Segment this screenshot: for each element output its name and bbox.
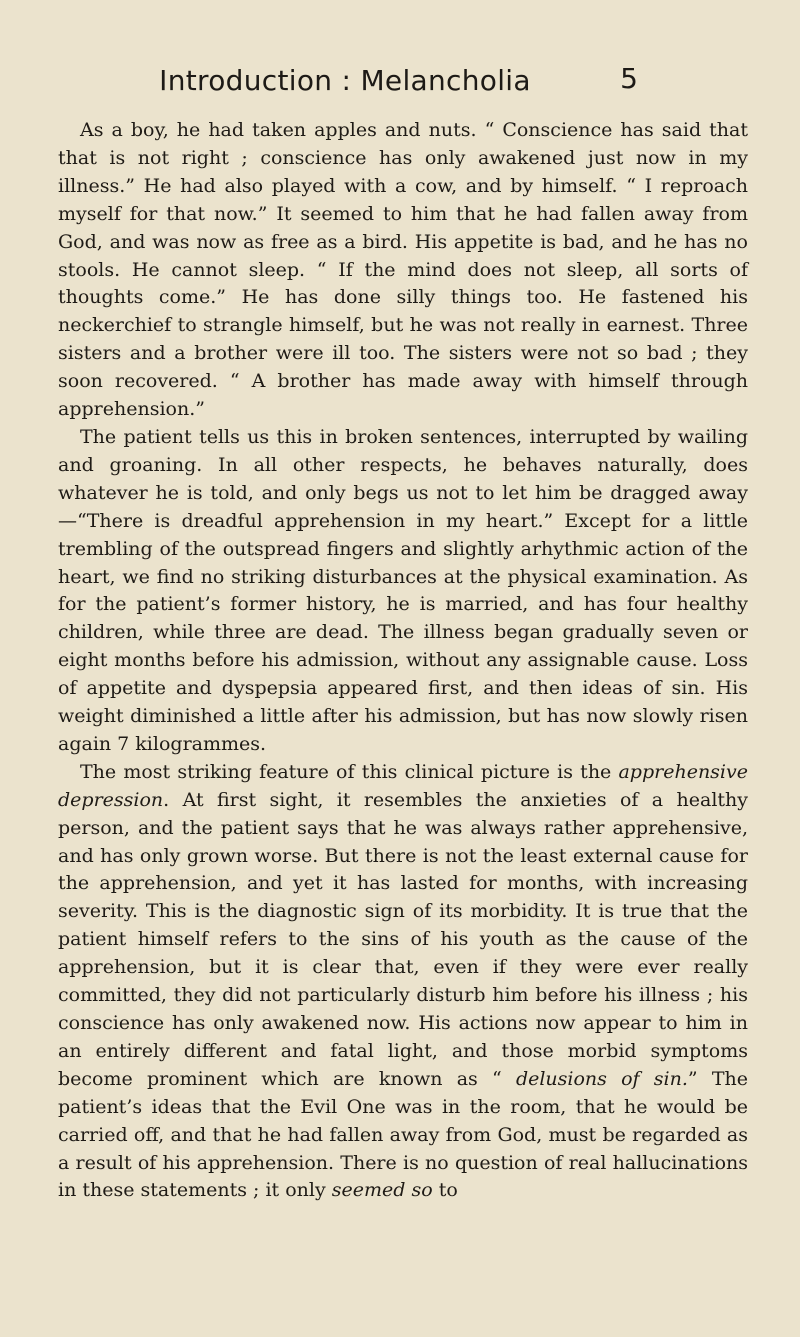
page-header xyxy=(80,60,610,100)
italic-seemed-so: seemed so xyxy=(331,1179,433,1202)
paragraph-3-text-d: to xyxy=(432,1179,458,1202)
paragraph-3-text-a: The most striking feature of this clinical picture is the xyxy=(80,760,619,783)
paragraph-3-text-b: . At first sight, it resembles the anxieties of a healthy person, and the patient says that he was always rather apprehensive, and has only grown worse. But there is not the least external cause for the apprehension, and yet it has lasted for months, with increasing severity. This is the diagnostic sign of its morbidity. It is true that the patient himself refers to the sins of his youth as the cause of the apprehension, but it is clear that, even if they were ever really committed, they did not particularly disturb him before his illness ; his conscience has only awakened now. His actions now appear to him in an entirely different and fatal light, and those morbid symptoms become prominent which are known as “ xyxy=(58,788,748,1090)
paragraph-2: The patient tells us this in broken sentences, interrupted by wailing and groaning. In all other respects, he behaves naturally, does whatever he is told, and only begs us not to let him be dragged away—“There is dreadful apprehension in my heart.” Except for a little trembling of the outspread fingers and slightly arhythmic action of the heart, we find no striking disturbances at the physical examination. As for the patient’s former history, he is married, and has four healthy children, while three are dead. The illness began gradually seven or eight months before his admission, without any assignable cause. Loss of appetite and dyspepsia appeared first, and then ideas of sin. His weight diminished a little after his admission, but has now slowly risen again 7 kilogrammes. xyxy=(58,425,748,755)
paragraph-3-text-c: ” The patient’s ideas that the Evil One was in the room, that he would be carried off, and that he had fallen away from God, must be regarded as a result of his apprehension. There is no question of real hallucinations in these statements ; it only xyxy=(58,1067,748,1202)
paragraph-3 xyxy=(58,759,748,1206)
running-head: Introduction : Melancholia xyxy=(159,63,531,97)
page-number: 5 xyxy=(620,62,638,95)
body-text xyxy=(58,117,748,1205)
italic-apprehensive-depression: apprehensive depression xyxy=(58,760,748,811)
paragraph-1: As a boy, he had taken apples and nuts. “ Conscience has said that that is not right ; conscience has only awakened just now in my illness.” He had also played with a cow, and by himself. “ I reproach myself for that now.” It seemed to him that he had fallen away from God, and was now as free as a bird. His appetite is bad, and he has no stools. He cannot sleep. “ If the mind does not sleep, all sorts of thoughts come.” He has done silly things too. He fastened his neckerchief to strangle himself, but he was not really in earnest. Three sisters and a brother were ill too. The sisters were not so bad ; they soon recovered. “ A brother has made away with himself through apprehension.” xyxy=(58,119,748,421)
italic-delusions-of-sin: delusions of sin. xyxy=(515,1067,688,1090)
